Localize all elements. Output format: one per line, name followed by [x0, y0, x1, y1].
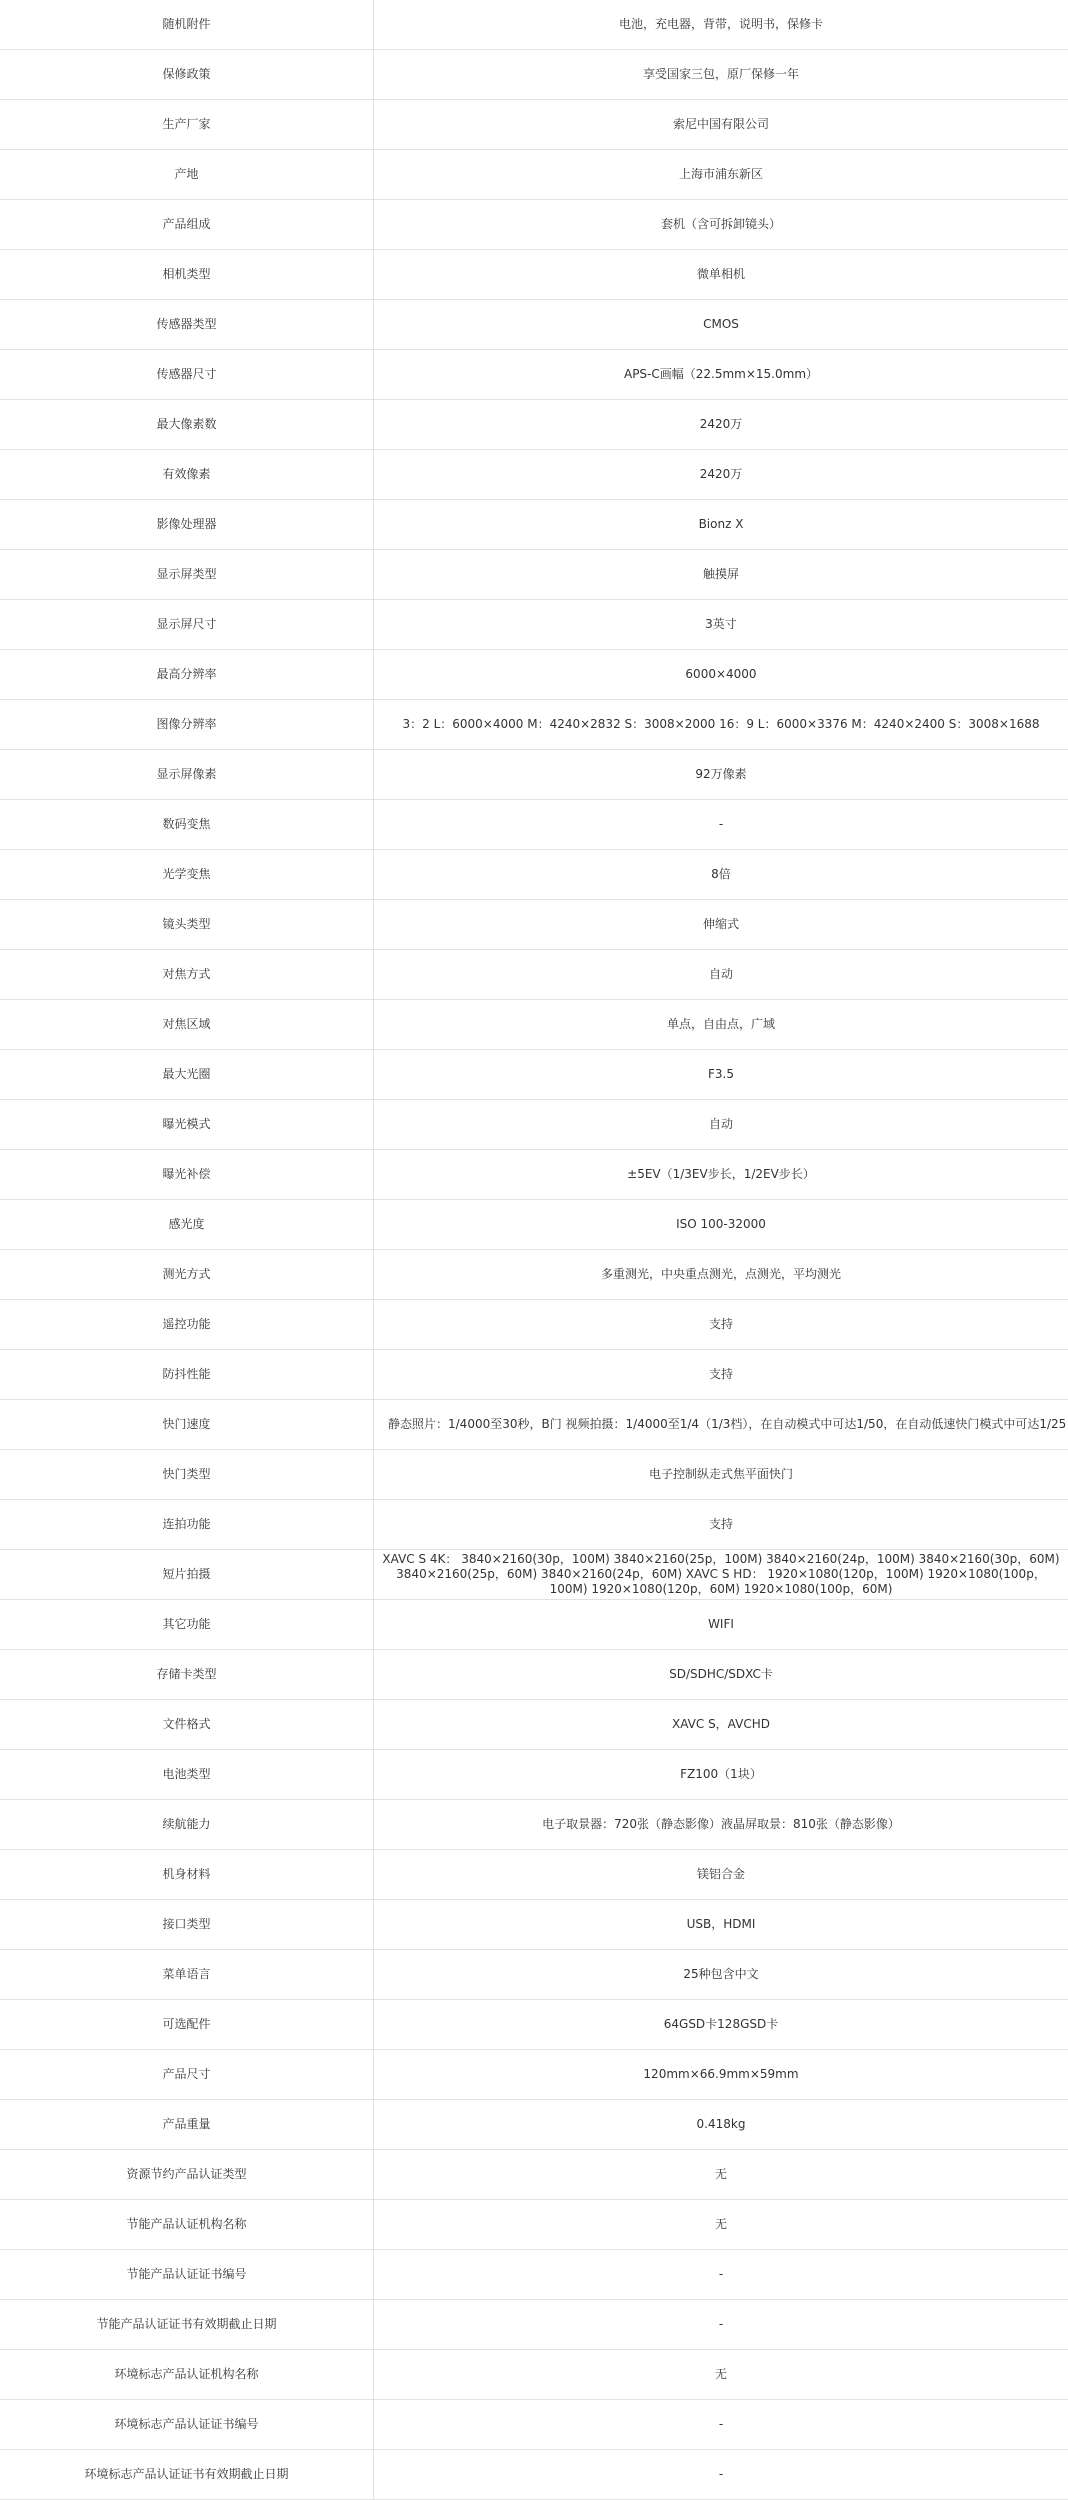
spec-value: 电子控制纵走式焦平面快门	[374, 1450, 1068, 1500]
spec-row	[0, 1450, 1068, 1500]
spec-row	[0, 0, 1068, 50]
spec-value: 3：2 L：6000×4000 M：4240×2832 S：3008×2000 16：9 L：6000×3376 M：4240×2400 S：3008×1688	[374, 700, 1068, 750]
spec-label: 节能产品认证证书有效期截止日期	[0, 2300, 374, 2350]
spec-value: 92万像素	[374, 750, 1068, 800]
spec-row	[0, 1850, 1068, 1900]
spec-row	[0, 1250, 1068, 1300]
spec-row	[0, 2400, 1068, 2450]
spec-label: 文件格式	[0, 1700, 374, 1750]
spec-value: 无	[374, 2200, 1068, 2250]
spec-value: ±5EV（1/3EV步长，1/2EV步长）	[374, 1150, 1068, 1200]
spec-row	[0, 450, 1068, 500]
spec-row	[0, 700, 1068, 750]
spec-value: 自动	[374, 950, 1068, 1000]
spec-value: 6000×4000	[374, 650, 1068, 700]
spec-value: 2420万	[374, 450, 1068, 500]
spec-label: 图像分辨率	[0, 700, 374, 750]
spec-label: 产地	[0, 150, 374, 200]
spec-row	[0, 1800, 1068, 1850]
spec-value: 3英寸	[374, 600, 1068, 650]
spec-row	[0, 2200, 1068, 2250]
spec-row	[0, 1900, 1068, 1950]
spec-value: 64GSD卡128GSD卡	[374, 2000, 1068, 2050]
spec-label: 数码变焦	[0, 800, 374, 850]
spec-value: 静态照片：1/4000至30秒，B门 视频拍摄：1/4000至1/4（1/3档），在自动模式中可达1/50，在自动低速快门模式中可达1/25	[374, 1400, 1068, 1450]
spec-row	[0, 1550, 1068, 1600]
spec-value: FZ100（1块）	[374, 1750, 1068, 1800]
spec-row	[0, 2000, 1068, 2050]
spec-label: 环境标志产品认证证书编号	[0, 2400, 374, 2450]
spec-row	[0, 1600, 1068, 1650]
spec-value: ISO 100-32000	[374, 1200, 1068, 1250]
spec-row	[0, 2300, 1068, 2350]
spec-value: -	[374, 2450, 1068, 2500]
spec-value: 无	[374, 2150, 1068, 2200]
spec-row	[0, 2350, 1068, 2400]
spec-value: -	[374, 2400, 1068, 2450]
spec-value: 120mm×66.9mm×59mm	[374, 2050, 1068, 2100]
spec-row	[0, 2050, 1068, 2100]
spec-value: XAVC S 4K： 3840×2160(30p，100M) 3840×2160(25p，100M) 3840×2160(24p，100M) 3840×2160(30p，60M) 3840×2160(25p，60M) 3840×2160(24p，60M) XAVC S HD： 1920×1080(120p，100M) 1920×1080(100p，100M) 1920×1080(120p，60M) 1920×1080(100p，60M)	[374, 1550, 1068, 1600]
spec-label: 对焦区域	[0, 1000, 374, 1050]
spec-label: 最大像素数	[0, 400, 374, 450]
spec-label: 电池类型	[0, 1750, 374, 1800]
spec-row	[0, 500, 1068, 550]
spec-row	[0, 200, 1068, 250]
spec-value: 享受国家三包，原厂保修一年	[374, 50, 1068, 100]
spec-value: XAVC S，AVCHD	[374, 1700, 1068, 1750]
spec-value: APS-C画幅（22.5mm×15.0mm）	[374, 350, 1068, 400]
spec-row	[0, 1650, 1068, 1700]
spec-label: 机身材料	[0, 1850, 374, 1900]
spec-value: 微单相机	[374, 250, 1068, 300]
spec-value: Bionz X	[374, 500, 1068, 550]
spec-value: WIFI	[374, 1600, 1068, 1650]
spec-value: 触摸屏	[374, 550, 1068, 600]
spec-row	[0, 1500, 1068, 1550]
spec-label: 镜头类型	[0, 900, 374, 950]
spec-label: 快门类型	[0, 1450, 374, 1500]
spec-value: 索尼中国有限公司	[374, 100, 1068, 150]
spec-value: CMOS	[374, 300, 1068, 350]
spec-row	[0, 850, 1068, 900]
spec-row	[0, 800, 1068, 850]
spec-value: 伸缩式	[374, 900, 1068, 950]
spec-label: 存储卡类型	[0, 1650, 374, 1700]
spec-row	[0, 750, 1068, 800]
spec-value: 电子取景器：720张（静态影像）液晶屏取景：810张（静态影像）	[374, 1800, 1068, 1850]
spec-row	[0, 2250, 1068, 2300]
spec-row	[0, 250, 1068, 300]
spec-value: SD/SDHC/SDXC卡	[374, 1650, 1068, 1700]
spec-label: 曝光补偿	[0, 1150, 374, 1200]
spec-label: 接口类型	[0, 1900, 374, 1950]
spec-label: 快门速度	[0, 1400, 374, 1450]
spec-row	[0, 2100, 1068, 2150]
spec-label: 传感器类型	[0, 300, 374, 350]
spec-label: 显示屏尺寸	[0, 600, 374, 650]
spec-label: 影像处理器	[0, 500, 374, 550]
spec-value: 25种包含中文	[374, 1950, 1068, 2000]
spec-value: 2420万	[374, 400, 1068, 450]
spec-row	[0, 150, 1068, 200]
spec-row	[0, 900, 1068, 950]
spec-value: 自动	[374, 1100, 1068, 1150]
spec-row	[0, 600, 1068, 650]
spec-row	[0, 1100, 1068, 1150]
spec-label: 生产厂家	[0, 100, 374, 150]
spec-label: 测光方式	[0, 1250, 374, 1300]
spec-label: 相机类型	[0, 250, 374, 300]
spec-value: 多重测光，中央重点测光，点测光，平均测光	[374, 1250, 1068, 1300]
spec-label: 光学变焦	[0, 850, 374, 900]
spec-label: 传感器尺寸	[0, 350, 374, 400]
spec-label: 环境标志产品认证证书有效期截止日期	[0, 2450, 374, 2500]
spec-label: 产品组成	[0, 200, 374, 250]
spec-label: 感光度	[0, 1200, 374, 1250]
spec-label: 菜单语言	[0, 1950, 374, 2000]
spec-value: 套机（含可拆卸镜头）	[374, 200, 1068, 250]
spec-label: 节能产品认证证书编号	[0, 2250, 374, 2300]
spec-value: 0.418kg	[374, 2100, 1068, 2150]
spec-label: 最大光圈	[0, 1050, 374, 1100]
spec-row	[0, 1350, 1068, 1400]
spec-label: 随机附件	[0, 0, 374, 50]
spec-label: 产品重量	[0, 2100, 374, 2150]
spec-label: 有效像素	[0, 450, 374, 500]
spec-value: USB，HDMI	[374, 1900, 1068, 1950]
spec-row	[0, 650, 1068, 700]
spec-row	[0, 1150, 1068, 1200]
spec-row	[0, 550, 1068, 600]
spec-row	[0, 1700, 1068, 1750]
spec-value: F3.5	[374, 1050, 1068, 1100]
spec-row	[0, 2450, 1068, 2500]
spec-value: 电池，充电器，背带，说明书，保修卡	[374, 0, 1068, 50]
spec-label: 曝光模式	[0, 1100, 374, 1150]
spec-value: 上海市浦东新区	[374, 150, 1068, 200]
spec-label: 连拍功能	[0, 1500, 374, 1550]
spec-value: 支持	[374, 1350, 1068, 1400]
spec-value: 支持	[374, 1500, 1068, 1550]
spec-value: -	[374, 2300, 1068, 2350]
spec-label: 续航能力	[0, 1800, 374, 1850]
spec-row	[0, 1050, 1068, 1100]
spec-label: 短片拍摄	[0, 1550, 374, 1600]
spec-label: 显示屏像素	[0, 750, 374, 800]
spec-row	[0, 1200, 1068, 1250]
spec-row	[0, 350, 1068, 400]
spec-label: 其它功能	[0, 1600, 374, 1650]
spec-label: 环境标志产品认证机构名称	[0, 2350, 374, 2400]
spec-label: 防抖性能	[0, 1350, 374, 1400]
spec-row	[0, 1000, 1068, 1050]
spec-label: 遥控功能	[0, 1300, 374, 1350]
spec-value: 无	[374, 2350, 1068, 2400]
spec-value: 单点，自由点，广域	[374, 1000, 1068, 1050]
spec-row	[0, 1950, 1068, 2000]
spec-label: 显示屏类型	[0, 550, 374, 600]
spec-row	[0, 100, 1068, 150]
spec-label: 可选配件	[0, 2000, 374, 2050]
spec-row	[0, 400, 1068, 450]
spec-row	[0, 1300, 1068, 1350]
spec-row	[0, 1400, 1068, 1450]
spec-row	[0, 2150, 1068, 2200]
spec-value: 8倍	[374, 850, 1068, 900]
spec-row	[0, 300, 1068, 350]
spec-value: 镁铝合金	[374, 1850, 1068, 1900]
spec-value: -	[374, 2250, 1068, 2300]
spec-label: 对焦方式	[0, 950, 374, 1000]
spec-row	[0, 1750, 1068, 1800]
spec-label: 最高分辨率	[0, 650, 374, 700]
spec-label: 保修政策	[0, 50, 374, 100]
spec-label: 产品尺寸	[0, 2050, 374, 2100]
spec-value: 支持	[374, 1300, 1068, 1350]
spec-label: 节能产品认证机构名称	[0, 2200, 374, 2250]
spec-row	[0, 950, 1068, 1000]
spec-value: -	[374, 800, 1068, 850]
spec-row	[0, 50, 1068, 100]
spec-label: 资源节约产品认证类型	[0, 2150, 374, 2200]
